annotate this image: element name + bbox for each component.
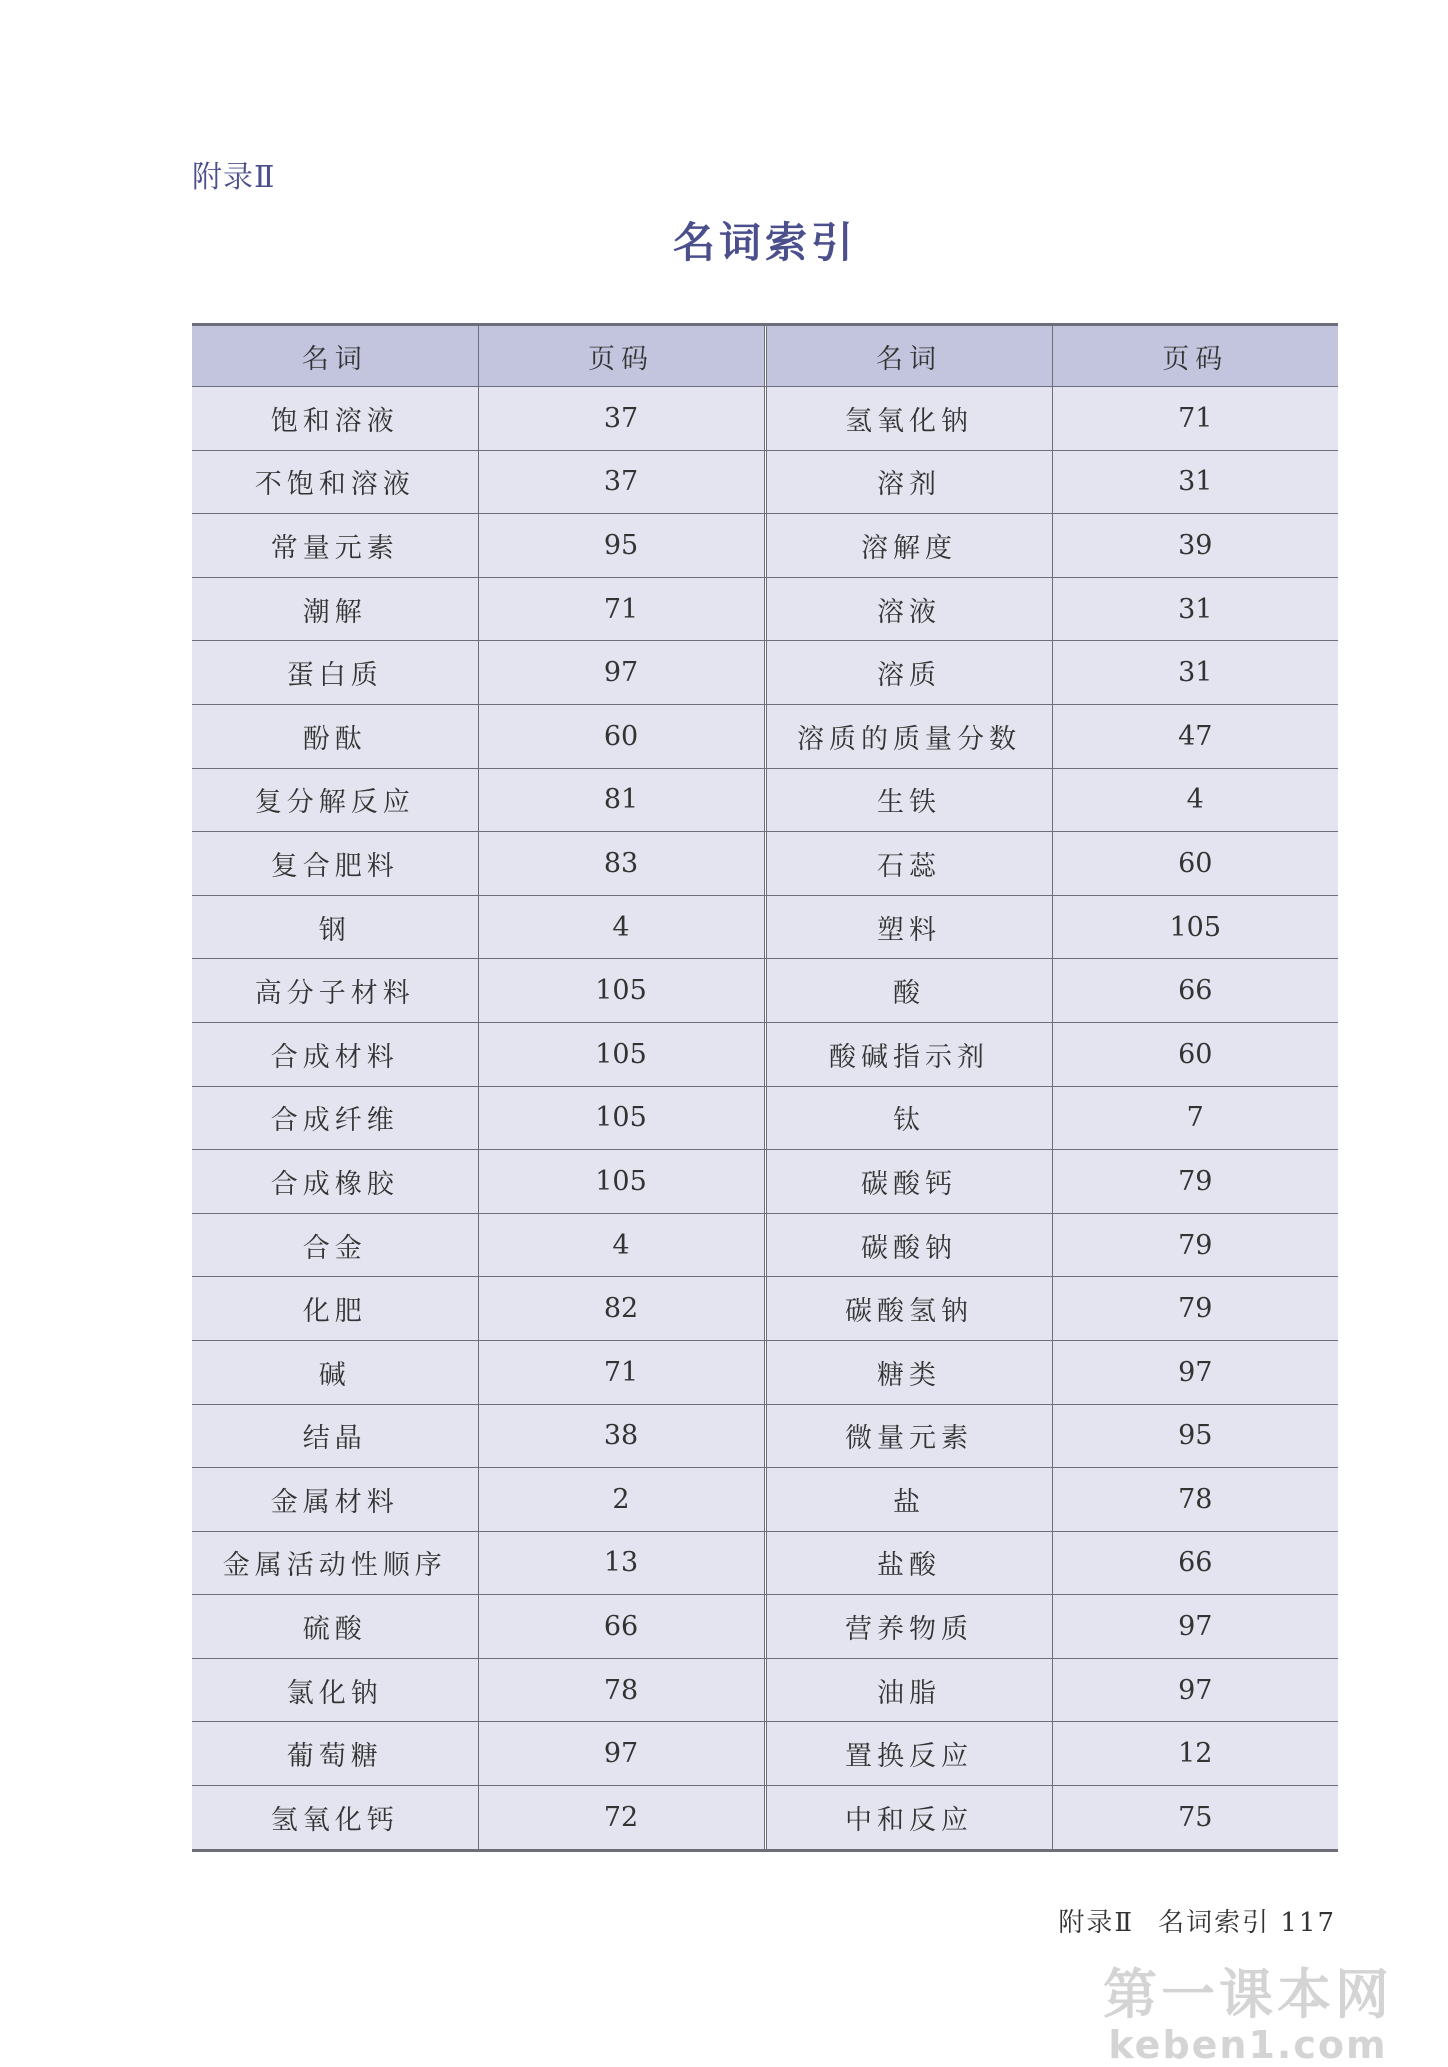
table-row (192, 1277, 1338, 1341)
table-row (192, 450, 1338, 514)
right-term-cell: 碳酸钙 (766, 1150, 1052, 1214)
table-row (192, 1022, 1338, 1086)
left-term-cell: 高分子材料 (192, 959, 478, 1023)
left-page-cell: 81 (478, 768, 764, 832)
left-page-cell: 105 (478, 1086, 764, 1150)
left-page-cell: 82 (478, 1277, 764, 1341)
left-page-cell: 72 (478, 1786, 764, 1851)
right-page-cell: 97 (1052, 1595, 1338, 1659)
left-term-cell: 蛋白质 (192, 641, 478, 705)
right-term-cell: 微量元素 (766, 1404, 1052, 1468)
right-page-cell: 79 (1052, 1213, 1338, 1277)
right-page-cell: 31 (1052, 450, 1338, 514)
left-page-cell: 2 (478, 1468, 764, 1532)
left-term-cell: 合金 (192, 1213, 478, 1277)
right-page-cell: 105 (1052, 895, 1338, 959)
appendix-label: 附录Ⅱ (192, 160, 276, 195)
right-term-cell: 酸 (766, 959, 1052, 1023)
right-term-cell: 营养物质 (766, 1595, 1052, 1659)
left-term-cell: 不饱和溶液 (192, 450, 478, 514)
right-page-cell: 12 (1052, 1722, 1338, 1786)
right-term-cell: 碳酸钠 (766, 1213, 1052, 1277)
left-page-cell: 78 (478, 1658, 764, 1722)
right-term-cell: 油脂 (766, 1658, 1052, 1722)
right-term-cell: 溶液 (766, 577, 1052, 641)
table-row (192, 1340, 1338, 1404)
table-row (192, 387, 1338, 451)
right-page-cell: 4 (1052, 768, 1338, 832)
left-page-cell: 38 (478, 1404, 764, 1468)
table-header-row (192, 325, 1338, 387)
table-row (192, 1786, 1338, 1851)
page-title: 名词索引 (672, 218, 857, 267)
left-term-cell: 复分解反应 (192, 768, 478, 832)
right-page-cell: 39 (1052, 514, 1338, 578)
right-term-cell: 生铁 (766, 768, 1052, 832)
right-page-cell: 97 (1052, 1340, 1338, 1404)
left-page-cell: 66 (478, 1595, 764, 1659)
right-term-cell: 石蕊 (766, 832, 1052, 896)
table-row (192, 1658, 1338, 1722)
left-page-cell: 37 (478, 450, 764, 514)
watermark (1088, 1952, 1408, 2067)
table-row (192, 959, 1338, 1023)
left-term-cell: 合成橡胶 (192, 1150, 478, 1214)
left-page-cell: 97 (478, 641, 764, 705)
left-page-cell: 13 (478, 1531, 764, 1595)
table-row (192, 641, 1338, 705)
left-term-cell: 潮解 (192, 577, 478, 641)
watermark-site-name: 第一课本网 (1103, 1963, 1393, 2026)
right-term-cell: 溶解度 (766, 514, 1052, 578)
left-page-cell: 71 (478, 577, 764, 641)
left-page-cell: 105 (478, 959, 764, 1023)
right-term-cell: 溶质的质量分数 (766, 704, 1052, 768)
right-term-cell: 糖类 (766, 1340, 1052, 1404)
left-page-cell: 4 (478, 1213, 764, 1277)
table-row (192, 704, 1338, 768)
table-row (192, 895, 1338, 959)
right-page-cell: 66 (1052, 959, 1338, 1023)
header-left-term: 名词 (192, 325, 478, 387)
left-term-cell: 碱 (192, 1340, 478, 1404)
right-term-cell: 碳酸氢钠 (766, 1277, 1052, 1341)
left-term-cell: 金属材料 (192, 1468, 478, 1532)
left-page-cell: 4 (478, 895, 764, 959)
header-left-page: 页码 (478, 325, 764, 387)
header-right-term: 名词 (766, 325, 1052, 387)
table-row (192, 1086, 1338, 1150)
index-table-container (192, 323, 1338, 1852)
left-term-cell: 钢 (192, 895, 478, 959)
right-term-cell: 氢氧化钠 (766, 387, 1052, 451)
header-right-page: 页码 (1052, 325, 1338, 387)
right-term-cell: 塑料 (766, 895, 1052, 959)
left-term-cell: 合成材料 (192, 1022, 478, 1086)
right-page-cell: 60 (1052, 1022, 1338, 1086)
right-page-cell: 95 (1052, 1404, 1338, 1468)
table-row (192, 577, 1338, 641)
table-body (192, 387, 1338, 1851)
left-page-cell: 83 (478, 832, 764, 896)
table-row (192, 1213, 1338, 1277)
right-page-cell: 31 (1052, 641, 1338, 705)
left-term-cell: 金属活动性顺序 (192, 1531, 478, 1595)
right-page-cell: 71 (1052, 387, 1338, 451)
left-term-cell: 常量元素 (192, 514, 478, 578)
table-row (192, 514, 1338, 578)
left-page-cell: 71 (478, 1340, 764, 1404)
left-term-cell: 合成纤维 (192, 1086, 478, 1150)
right-term-cell: 盐 (766, 1468, 1052, 1532)
footer-section: 附录Ⅱ (1058, 1908, 1135, 1938)
left-term-cell: 葡萄糖 (192, 1722, 478, 1786)
right-term-cell: 盐酸 (766, 1531, 1052, 1595)
left-term-cell: 氢氧化钙 (192, 1786, 478, 1851)
left-term-cell: 硫酸 (192, 1595, 478, 1659)
right-page-cell: 7 (1052, 1086, 1338, 1150)
left-term-cell: 酚酞 (192, 704, 478, 768)
right-page-cell: 47 (1052, 704, 1338, 768)
right-page-cell: 66 (1052, 1531, 1338, 1595)
left-term-cell: 氯化钠 (192, 1658, 478, 1722)
right-page-cell: 60 (1052, 832, 1338, 896)
left-term-cell: 化肥 (192, 1277, 478, 1341)
right-term-cell: 酸碱指示剂 (766, 1022, 1052, 1086)
table-row (192, 1722, 1338, 1786)
right-page-cell: 79 (1052, 1150, 1338, 1214)
left-page-cell: 97 (478, 1722, 764, 1786)
footer-title: 名词索引 (1158, 1908, 1271, 1938)
right-term-cell: 置换反应 (766, 1722, 1052, 1786)
right-page-cell: 31 (1052, 577, 1338, 641)
right-term-cell: 溶剂 (766, 450, 1052, 514)
table-row (192, 1150, 1338, 1214)
right-term-cell: 钛 (766, 1086, 1052, 1150)
left-page-cell: 105 (478, 1022, 764, 1086)
table-row (192, 768, 1338, 832)
right-page-cell: 75 (1052, 1786, 1338, 1851)
left-page-cell: 105 (478, 1150, 764, 1214)
page-number: 117 (1280, 1908, 1336, 1938)
left-term-cell: 结晶 (192, 1404, 478, 1468)
right-page-cell: 79 (1052, 1277, 1338, 1341)
table-row (192, 1404, 1338, 1468)
table-row (192, 1468, 1338, 1532)
table-row (192, 832, 1338, 896)
table-row (192, 1531, 1338, 1595)
page-footer (1058, 1902, 1336, 1939)
right-term-cell: 中和反应 (766, 1786, 1052, 1851)
left-term-cell: 复合肥料 (192, 832, 478, 896)
table-row (192, 1595, 1338, 1659)
left-term-cell: 饱和溶液 (192, 387, 478, 451)
left-page-cell: 60 (478, 704, 764, 768)
left-page-cell: 37 (478, 387, 764, 451)
index-table (192, 323, 1338, 1852)
right-page-cell: 97 (1052, 1658, 1338, 1722)
right-term-cell: 溶质 (766, 641, 1052, 705)
left-page-cell: 95 (478, 514, 764, 578)
watermark-site-domain: keben1.com (1108, 2023, 1388, 2067)
right-page-cell: 78 (1052, 1468, 1338, 1532)
